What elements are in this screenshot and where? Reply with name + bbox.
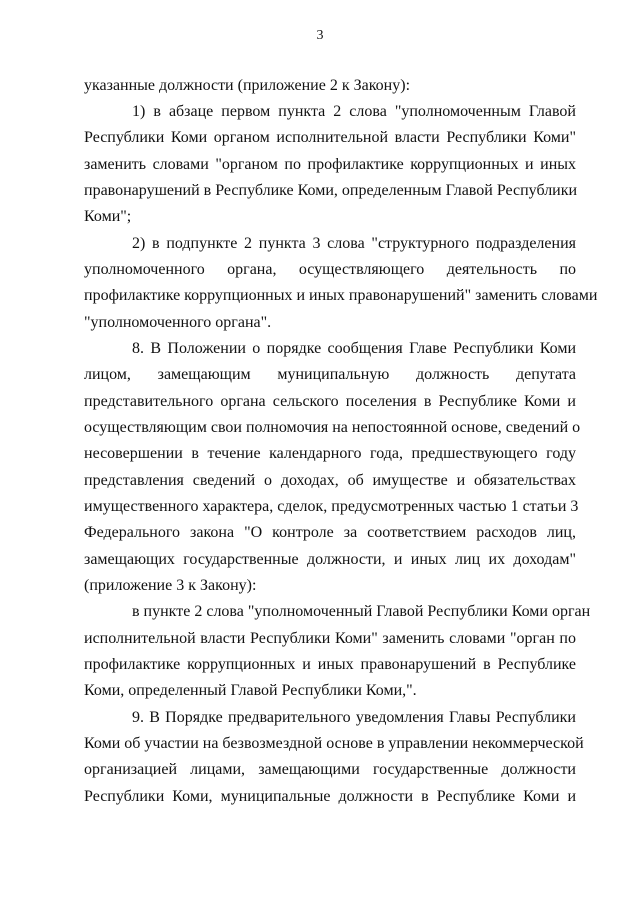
text-line: организацией лицами, замещающими государственные должности — [84, 761, 576, 778]
text-line: Коми"; — [84, 208, 132, 225]
text-line: Коми, определенный Главой Республики Коми,". — [84, 682, 417, 699]
text-line: осуществляющим свои полномочия на непостоянной основе, сведений о — [84, 419, 581, 436]
text-line: уполномоченного органа, осуществляющего деятельность по — [84, 261, 576, 278]
text-line: несовершении в течение календарного года, предшествующего году — [84, 445, 576, 462]
text-line: имущественного характера, сделок, предусмотренных частью 1 статьи 3 — [84, 498, 579, 515]
text-line: указанные должности (приложение 2 к Закону): — [84, 77, 411, 94]
text-line: заменить словами "органом по профилактике коррупционных и иных — [84, 156, 576, 173]
text-line: 8. В Положении о порядке сообщения Главе Республики Коми — [132, 340, 576, 357]
text-line: исполнительной власти Республики Коми" заменить словами "орган по — [84, 630, 576, 647]
text-line: профилактике коррупционных и иных правонарушений в Республике — [84, 656, 576, 673]
text-line: 1) в абзаце первом пункта 2 слова "уполномоченным Главой — [132, 103, 576, 120]
text-line: представительного органа сельского поселения в Республике Коми и — [84, 393, 576, 410]
text-line: правонарушений в Республике Коми, определенным Главой Республики — [84, 182, 578, 199]
text-line: замещающих государственные должности, и иных лиц их доходам" — [84, 551, 576, 568]
text-line: 9. В Порядке предварительного уведомления Главы Республики — [132, 709, 576, 726]
text-line: лицом, замещающим муниципальную должность депутата — [84, 366, 576, 383]
text-line: Коми об участии на безвозмездной основе в управлении некоммерческой — [84, 735, 584, 752]
text-line: (приложение 3 к Закону): — [84, 577, 257, 594]
text-line: в пункте 2 слова "уполномоченный Главой Республики Коми орган — [132, 603, 591, 620]
text-line: Республики Коми органом исполнительной власти Республики Коми" — [84, 129, 576, 146]
page-number: 3 — [316, 28, 324, 43]
text-line: Республики Коми, муниципальные должности в Республике Коми и — [84, 788, 576, 805]
text-line: Федерального закона "О контроле за соответствием расходов лиц, — [84, 524, 576, 541]
text-line: представления сведений о доходах, об имуществе и обязательствах — [84, 472, 576, 489]
text-line: 2) в подпункте 2 пункта 3 слова "структурного подразделения — [132, 235, 576, 252]
text-line: профилактике коррупционных и иных правонарушений" заменить словами — [84, 287, 598, 304]
text-line: "уполномоченного органа". — [84, 314, 272, 331]
